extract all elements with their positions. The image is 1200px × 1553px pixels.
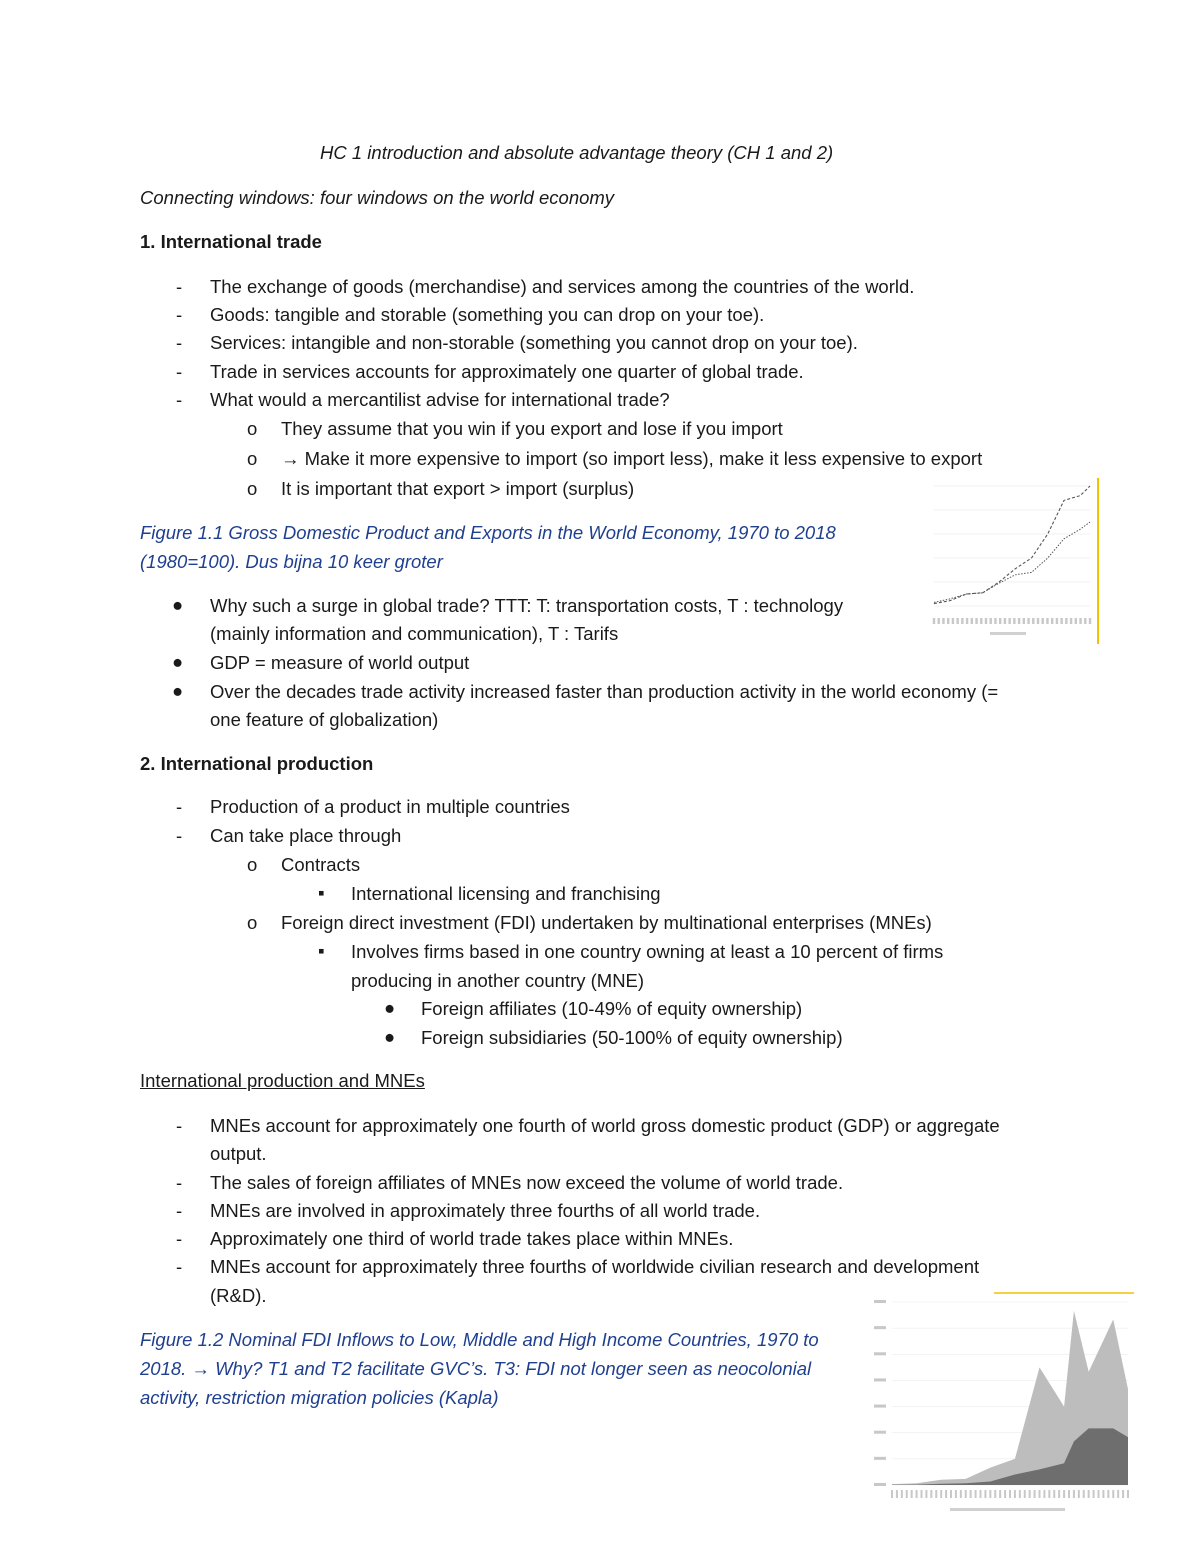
dot-bullet-icon: ● <box>172 680 184 701</box>
x-tick-label <box>1068 1490 1070 1498</box>
x-tick-label <box>971 618 973 624</box>
list-item-continuation: (mainly information and communication), T : Tarifs <box>210 623 619 644</box>
x-tick-label <box>1018 618 1020 624</box>
list-item: Why such a surge in global trade? TTT: T: transportation costs, T : technology <box>210 595 844 616</box>
dot-bullet-icon: ● <box>172 594 184 615</box>
x-tick-label <box>921 1490 923 1498</box>
x-tick-label <box>961 618 963 624</box>
x-tick-label <box>1004 618 1006 624</box>
section-heading-mnes: International production and MNEs <box>140 1070 425 1091</box>
x-tick-label <box>1084 618 1086 624</box>
x-tick-label <box>1053 1490 1055 1498</box>
list-item: Services: intangible and non-storable (something you cannot drop on your toe). <box>210 332 858 353</box>
y-tick-label <box>874 1378 886 1381</box>
dash-bullet: - <box>176 332 183 353</box>
dash-bullet: - <box>176 361 183 382</box>
dot-bullet-icon: ● <box>384 1026 396 1047</box>
page-title: HC 1 introduction and absolute advantage theory (CH 1 and 2) <box>320 142 834 163</box>
dash-bullet: - <box>176 389 183 410</box>
x-tick-label <box>952 618 954 624</box>
x-tick-label <box>980 618 982 624</box>
x-tick-label <box>1023 618 1025 624</box>
area-low-middle-income <box>892 1428 1128 1485</box>
x-tick-label <box>1014 1490 1016 1498</box>
list-item: Approximately one third of world trade takes place within MNEs. <box>210 1228 734 1249</box>
x-tick-label <box>966 618 968 624</box>
sub-list-item: They assume that you win if you export and lose if you import <box>281 418 783 439</box>
x-tick-label <box>1089 618 1091 624</box>
list-item: The exchange of goods (merchandise) and services among the countries of the world. <box>210 276 915 297</box>
dash-bullet: - <box>176 1228 183 1249</box>
y-tick-label <box>874 1431 886 1434</box>
x-tick-label <box>975 1490 977 1498</box>
x-tick-label <box>1013 618 1015 624</box>
sub-list-item: Contracts <box>281 854 361 875</box>
x-tick-label <box>891 1490 893 1498</box>
x-tick-label <box>1008 618 1010 624</box>
circle-bullet-icon: o <box>247 478 258 499</box>
x-tick-label <box>1112 1490 1114 1498</box>
x-tick-label <box>1122 1490 1124 1498</box>
dash-bullet: - <box>176 1256 183 1277</box>
dot-bullet-icon: ● <box>172 651 184 672</box>
x-tick-label <box>1093 1490 1095 1498</box>
circle-bullet-icon: o <box>247 912 258 933</box>
dash-bullet: - <box>176 1172 183 1193</box>
x-tick-label <box>906 1490 908 1498</box>
x-tick-label <box>990 618 992 624</box>
sub-sub-list-item: International licensing and franchising <box>351 883 661 904</box>
x-tick-label <box>1043 1490 1045 1498</box>
list-item: The sales of foreign affiliates of MNEs now exceed the volume of world trade. <box>210 1172 844 1193</box>
dash-bullet: - <box>176 304 183 325</box>
x-axis-label <box>990 632 1026 635</box>
gdp-exports-line-chart <box>920 476 1102 646</box>
y-tick-label <box>874 1483 886 1486</box>
section-heading-international-production: 2. International production <box>140 753 374 774</box>
list-item: MNEs account for approximately three fourths of worldwide civilian research and development <box>210 1256 980 1277</box>
circle-bullet-icon: o <box>247 418 258 439</box>
x-tick-label <box>965 1490 967 1498</box>
x-tick-label <box>1070 618 1072 624</box>
square-bullet-icon: ▪ <box>318 940 325 961</box>
dash-bullet: - <box>176 1200 183 1221</box>
x-tick-label <box>942 618 944 624</box>
x-tick-label <box>984 1490 986 1498</box>
x-tick-label <box>1042 618 1044 624</box>
x-tick-label <box>1039 1490 1041 1498</box>
x-tick-label <box>1079 618 1081 624</box>
list-item: GDP = measure of world output <box>210 652 470 673</box>
x-tick-label <box>994 618 996 624</box>
x-tick-label <box>1078 1490 1080 1498</box>
x-tick-label <box>999 618 1001 624</box>
x-tick-label <box>935 1490 937 1498</box>
x-tick-label <box>970 1490 972 1498</box>
level4-list-item: Foreign affiliates (10-49% of equity ownership) <box>421 998 803 1019</box>
x-tick-label <box>933 618 935 624</box>
dot-bullet-icon: ● <box>384 997 396 1018</box>
square-bullet-icon: ▪ <box>318 882 325 903</box>
x-tick-label <box>1027 618 1029 624</box>
x-tick-label <box>980 1490 982 1498</box>
list-item: Over the decades trade activity increased faster than production activity in the world economy (= <box>210 681 999 702</box>
y-tick-label <box>874 1457 886 1460</box>
x-tick-label <box>1009 1490 1011 1498</box>
x-tick-label <box>1083 1490 1085 1498</box>
x-tick-label <box>925 1490 927 1498</box>
list-item-continuation: (R&D). <box>210 1285 267 1306</box>
x-tick-label <box>994 1490 996 1498</box>
x-tick-label <box>999 1490 1001 1498</box>
list-item: Trade in services accounts for approximately one quarter of global trade. <box>210 361 804 382</box>
list-item: MNEs are involved in approximately three fourths of all world trade. <box>210 1200 761 1221</box>
page-subtitle: Connecting windows: four windows on the world economy <box>140 187 615 208</box>
x-tick-label <box>938 618 940 624</box>
x-tick-label <box>960 1490 962 1498</box>
sub-list-item: Foreign direct investment (FDI) undertaken by multinational enterprises (MNEs) <box>281 912 932 933</box>
x-tick-label <box>1098 1490 1100 1498</box>
x-tick-label <box>989 1490 991 1498</box>
x-tick-label <box>930 1490 932 1498</box>
level4-list-item: Foreign subsidiaries (50-100% of equity ownership) <box>421 1027 843 1048</box>
figure-caption: (1980=100). Dus bijna 10 keer groter <box>140 551 443 572</box>
x-tick-label <box>1127 1490 1129 1498</box>
list-item: MNEs account for approximately one fourth of world gross domestic product (GDP) or aggregate <box>210 1115 1000 1136</box>
x-tick-label <box>1032 618 1034 624</box>
x-tick-label <box>1056 618 1058 624</box>
dash-bullet: - <box>176 796 183 817</box>
x-tick-label <box>947 618 949 624</box>
x-tick-label <box>1034 1490 1036 1498</box>
x-tick-label <box>901 1490 903 1498</box>
x-tick-label <box>1048 1490 1050 1498</box>
figure-caption: activity, restriction migration policies (Kapla) <box>140 1387 499 1408</box>
list-item-continuation: output. <box>210 1143 267 1164</box>
x-tick-label <box>1060 618 1062 624</box>
sub-list-item: → Make it more expensive to import (so import less), make it less expensive to export <box>281 448 983 469</box>
x-tick-label <box>1037 618 1039 624</box>
list-item: Can take place through <box>210 825 402 846</box>
x-tick-label <box>916 1490 918 1498</box>
series-line-exports <box>934 486 1090 604</box>
x-tick-label <box>955 1490 957 1498</box>
x-tick-label <box>1024 1490 1026 1498</box>
x-tick-label <box>1117 1490 1119 1498</box>
sub-sub-list-item-continuation: producing in another country (MNE) <box>351 970 645 991</box>
y-tick-label <box>874 1300 886 1303</box>
y-tick-label <box>874 1352 886 1355</box>
y-tick-label <box>874 1405 886 1408</box>
x-tick-label <box>1046 618 1048 624</box>
list-item: Production of a product in multiple countries <box>210 796 570 817</box>
x-tick-label <box>1102 1490 1104 1498</box>
x-tick-label <box>1058 1490 1060 1498</box>
circle-bullet-icon: o <box>247 854 258 875</box>
x-tick-label <box>896 1490 898 1498</box>
x-tick-label <box>1065 618 1067 624</box>
x-tick-label <box>1029 1490 1031 1498</box>
x-tick-label <box>1019 1490 1021 1498</box>
dash-bullet: - <box>176 825 183 846</box>
x-tick-label <box>1088 1490 1090 1498</box>
figure-caption: 2018. → Why? T1 and T2 facilitate GVC’s. T3: FDI not longer seen as neocolonial <box>140 1358 812 1379</box>
sub-sub-list-item: Involves firms based in one country owning at least a 10 percent of firms <box>351 941 944 962</box>
x-tick-label <box>1063 1490 1065 1498</box>
dash-bullet: - <box>176 1115 183 1136</box>
x-tick-label <box>1004 1490 1006 1498</box>
figure-caption: Figure 1.2 Nominal FDI Inflows to Low, Middle and High Income Countries, 1970 to <box>140 1329 819 1350</box>
x-tick-label <box>956 618 958 624</box>
list-item: What would a mercantilist advise for international trade? <box>210 389 670 410</box>
y-tick-label <box>874 1326 886 1329</box>
legend <box>950 1508 1065 1511</box>
x-tick-label <box>950 1490 952 1498</box>
section-heading-international-trade: 1. International trade <box>140 231 322 252</box>
x-tick-label <box>1051 618 1053 624</box>
x-tick-label <box>1075 618 1077 624</box>
figure-caption: Figure 1.1 Gross Domestic Product and Exports in the World Economy, 1970 to 2018 <box>140 522 836 543</box>
x-tick-label <box>945 1490 947 1498</box>
fdi-inflows-area-chart <box>870 1290 1136 1522</box>
x-tick-label <box>940 1490 942 1498</box>
x-tick-label <box>1107 1490 1109 1498</box>
sub-list-item: It is important that export > import (surplus) <box>281 478 635 499</box>
list-item: Goods: tangible and storable (something you can drop on your toe). <box>210 304 765 325</box>
x-tick-label <box>975 618 977 624</box>
dash-bullet: - <box>176 276 183 297</box>
x-tick-label <box>985 618 987 624</box>
list-item-continuation: one feature of globalization) <box>210 709 439 730</box>
x-tick-label <box>1073 1490 1075 1498</box>
x-tick-label <box>911 1490 913 1498</box>
circle-bullet-icon: o <box>247 448 258 469</box>
